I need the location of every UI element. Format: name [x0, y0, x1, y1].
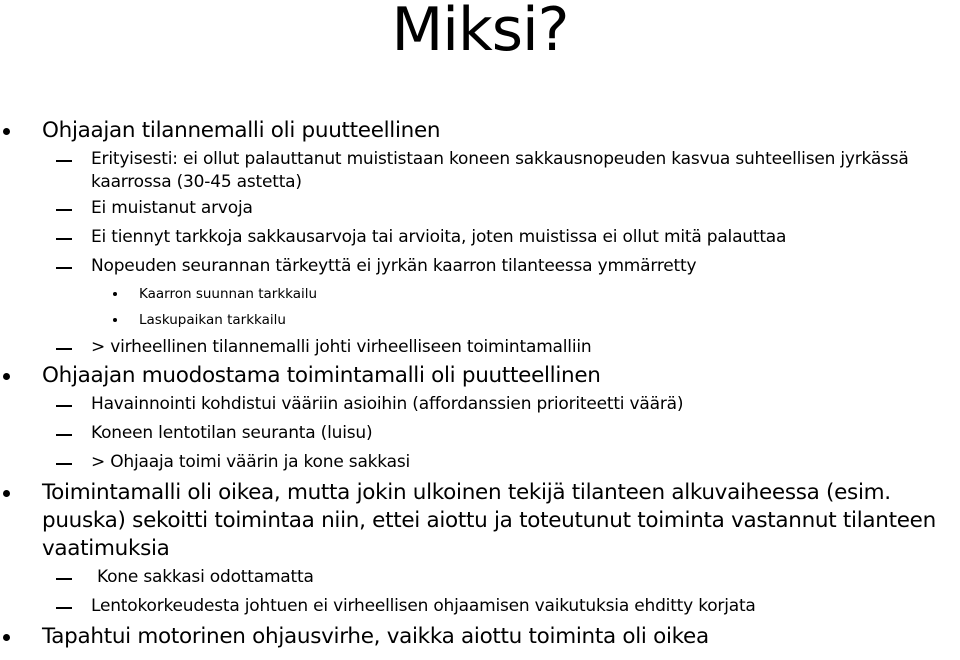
small-dot-icon [113, 318, 117, 322]
dash-icon [56, 405, 72, 407]
slide-title: Miksi? [391, 0, 569, 65]
bullet-item [0, 362, 960, 390]
bullet-text: Tapahtui motorinen ohjausvirhe, vaikka aiottu toiminta oli oikea [42, 624, 709, 649]
sub-bullet-item [0, 390, 960, 419]
bullet-text: Ohjaajan muodostama toimintamalli oli puutteellinen [42, 363, 601, 388]
dash-icon [56, 607, 72, 609]
sub-bullet-item [0, 148, 921, 194]
sub-bullet-text: Havainnointi kohdistui vääriin asioihin (affordanssien prioriteetti väärä) [91, 394, 684, 414]
sub-bullet-text: Lentokorkeudesta johtuen ei virheellisen ohjaamisen vaikutuksia ehditty korjata [91, 596, 756, 616]
sub-sub-bullet-text: Laskupaikan tarkkailu [139, 312, 286, 328]
bullet-item [0, 117, 960, 145]
dash-icon [56, 463, 72, 465]
dash-icon [56, 160, 72, 162]
small-dot-icon [113, 292, 117, 296]
sub-bullet-item [0, 333, 960, 362]
dash-icon [56, 209, 72, 211]
sub-sub-bullet-item [0, 307, 960, 333]
slide-content [0, 117, 960, 651]
sub-bullet-text: Ei tiennyt tarkkoja sakkausarvoja tai arvioita, joten muistissa ei ollut mitä palauttaa [91, 227, 787, 247]
sub-sub-bullet-text: Kaarron suunnan tarkkailu [139, 286, 318, 302]
sub-bullet-text: Erityisesti: ei ollut palauttanut muististaan koneen sakkausnopeuden kasvua suhteellisen jyrkässä kaarrossa (30-45 astetta) [91, 149, 909, 192]
bullet-item [0, 479, 942, 563]
dash-icon [56, 434, 72, 436]
bullet-item [0, 623, 960, 651]
sub-bullet-text: > Ohjaaja toimi väärin ja kone sakkasi [91, 452, 411, 472]
bullet-text: Toimintamalli oli oikea, mutta jokin ulkoinen tekijä tilanteen alkuvaiheessa (esim. puuska) sekoitti toimintaa niin, ettei aiottu ja toteutunut toiminta vastannut tilanteen vaatimuksia [42, 480, 936, 561]
bullet-dot-icon [3, 128, 10, 135]
sub-bullet-item [0, 563, 960, 592]
dash-icon [56, 348, 72, 350]
sub-bullet-text: Ei muistanut arvoja [91, 198, 253, 218]
bullet-dot-icon [3, 490, 10, 497]
sub-bullet-text: Nopeuden seurannan tärkeyttä ei jyrkän kaarron tilanteessa ymmärretty [91, 256, 697, 276]
sub-bullet-text: Kone sakkasi odottamatta [97, 567, 314, 587]
sub-bullet-item [0, 448, 960, 477]
sub-bullet-text: > virheellinen tilannemalli johti virheelliseen toimintamalliin [91, 337, 592, 357]
sub-sub-bullet-item [0, 281, 960, 307]
bullet-text: Ohjaajan tilannemalli oli puutteellinen [42, 118, 441, 143]
dash-icon [56, 238, 72, 240]
sub-bullet-item [0, 252, 960, 281]
dash-icon [56, 578, 72, 580]
bullet-dot-icon [3, 373, 10, 380]
sub-bullet-item [0, 592, 960, 621]
sub-bullet-item [0, 223, 960, 252]
sub-bullet-item [0, 419, 960, 448]
bullet-dot-icon [3, 634, 10, 641]
sub-bullet-text: Koneen lentotilan seuranta (luisu) [91, 423, 373, 443]
sub-bullet-item [0, 194, 960, 223]
dash-icon [56, 267, 72, 269]
